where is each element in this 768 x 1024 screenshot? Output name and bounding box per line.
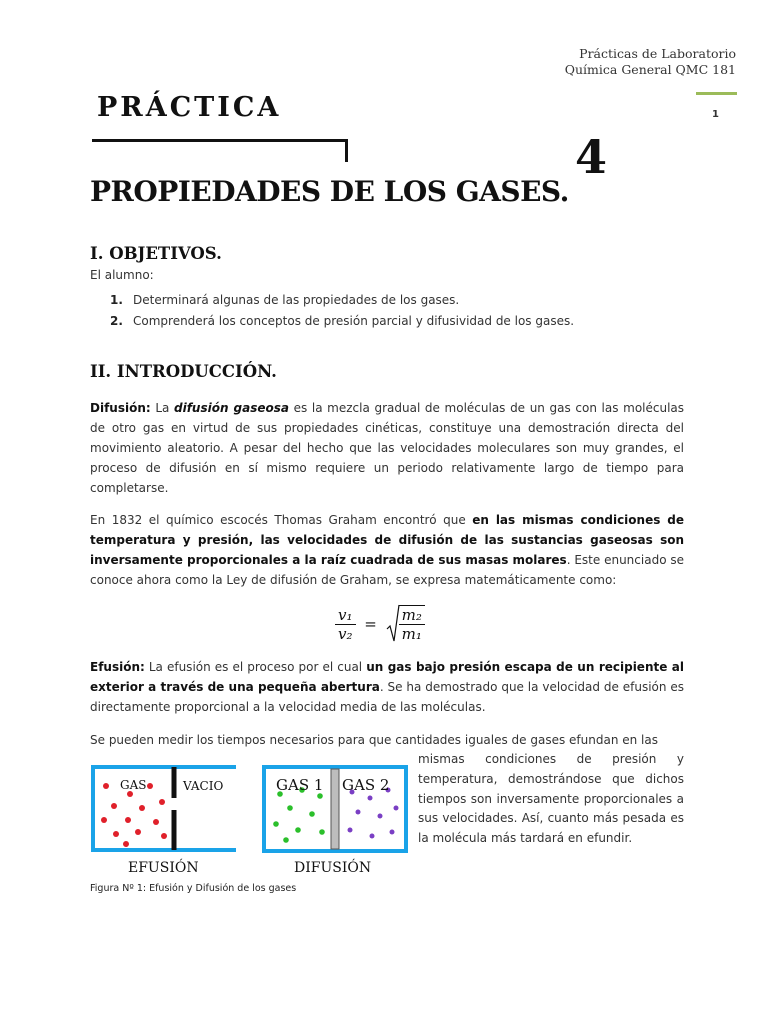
effusion-caption-label: EFUSIÓN <box>128 860 199 876</box>
effusion-paragraph <box>90 657 684 717</box>
title-bracket-divider <box>92 139 348 162</box>
graham-formula <box>335 603 425 645</box>
objective-text: Determinará algunas de las propiedades de los gases. <box>133 293 460 307</box>
header-course-info <box>565 46 736 78</box>
diffusion-paragraph <box>90 398 684 498</box>
page-number-rule <box>696 92 737 95</box>
effusion-diffusion-figure <box>90 764 410 879</box>
m1: m₁ <box>401 625 422 643</box>
diffusion-caption-label: DIFUSIÓN <box>294 860 372 876</box>
objective-item <box>110 293 459 307</box>
page-number: 1 <box>712 109 719 120</box>
square-root-icon <box>386 603 400 645</box>
effusion-gas-label: GAS <box>120 778 147 792</box>
mass-ratio <box>399 605 425 643</box>
graham-paragraph <box>90 510 684 590</box>
objective-number: 2. <box>110 314 123 328</box>
times-paragraph-continued: mismas condiciones de presión y temperatura, demostrándose que dichos tiempos son inversamente proporcionales a sus velocidades. Así, cuanto más pesada es la molécula más tardará en efundir. <box>418 752 684 846</box>
page-title: PROPIEDADES DE LOS GASES. <box>90 175 569 208</box>
equals-sign: = <box>364 615 377 633</box>
objective-item <box>110 314 574 328</box>
objectives-intro: El alumno: <box>90 268 154 282</box>
graham-law-statement: en las mismas condiciones de temperatura y presión, las velocidades de difusión de las sustancias gaseosas son inversamente proporcionales a la raíz cuadrada de sus masas molares <box>90 513 684 567</box>
v1: v₁ <box>335 606 356 625</box>
graham-pre: En 1832 el químico escocés Thomas Graham encontró que <box>90 513 473 527</box>
header-line-2: Química General QMC 181 <box>564 62 736 77</box>
introduction-heading: II. INTRODUCCIÓN. <box>90 362 277 381</box>
diffusion-gas2-label: GAS 2 <box>342 776 390 794</box>
objective-number: 1. <box>110 293 123 307</box>
v2: v₂ <box>338 624 353 643</box>
objectives-heading: I. OBJETIVOS. <box>90 244 222 263</box>
practice-label: PRÁCTICA <box>97 92 282 123</box>
diffusion-term: difusión gaseosa <box>174 401 289 415</box>
effusion-label: Efusión: <box>90 660 145 674</box>
diffusion-label: Difusión: <box>90 401 151 415</box>
effusion-post: . Se ha demostrado que la velocidad de efusión es directamente proporcional a la velocidad media de las moléculas. <box>90 680 684 714</box>
header-line-1: Prácticas de Laboratorio <box>579 46 736 61</box>
graham-post: . Este enunciado se conoce ahora como la Ley de difusión de Graham, se expresa matemáticamente como: <box>90 553 684 587</box>
practice-number: 4 <box>575 130 608 184</box>
effusion-vacuum-label: VACIO <box>183 779 224 793</box>
m2: m₂ <box>399 606 425 625</box>
diffusion-pre: La <box>150 401 174 415</box>
diffusion-body: es la mezcla gradual de moléculas de un gas con las moléculas de otro gas en virtud de sus propiedades cinéticas, constituye una demostración directa del movimiento aleatorio. A pesar del hecho que las velocidades moleculares son muy grandes, el proceso de difusión en sí mismo requiere un periodo relativamente largo de tiempo para completarse. <box>90 401 685 495</box>
effusion-pre: La efusión es el proceso por el cual <box>144 660 367 674</box>
effusion-definition: un gas bajo presión escapa de un recipiente al exterior a través de una pequeña abertura <box>90 660 684 694</box>
times-first-line: Se pueden medir los tiempos necesarios para que cantidades iguales de gases efundan en las <box>90 733 658 747</box>
velocity-ratio <box>335 606 356 643</box>
diffusion-gas1-label: GAS 1 <box>276 776 324 794</box>
objective-text: Comprenderá los conceptos de presión parcial y difusividad de los gases. <box>133 314 575 328</box>
figure-caption: Figura Nº 1: Efusión y Difusión de los gases <box>90 883 297 894</box>
